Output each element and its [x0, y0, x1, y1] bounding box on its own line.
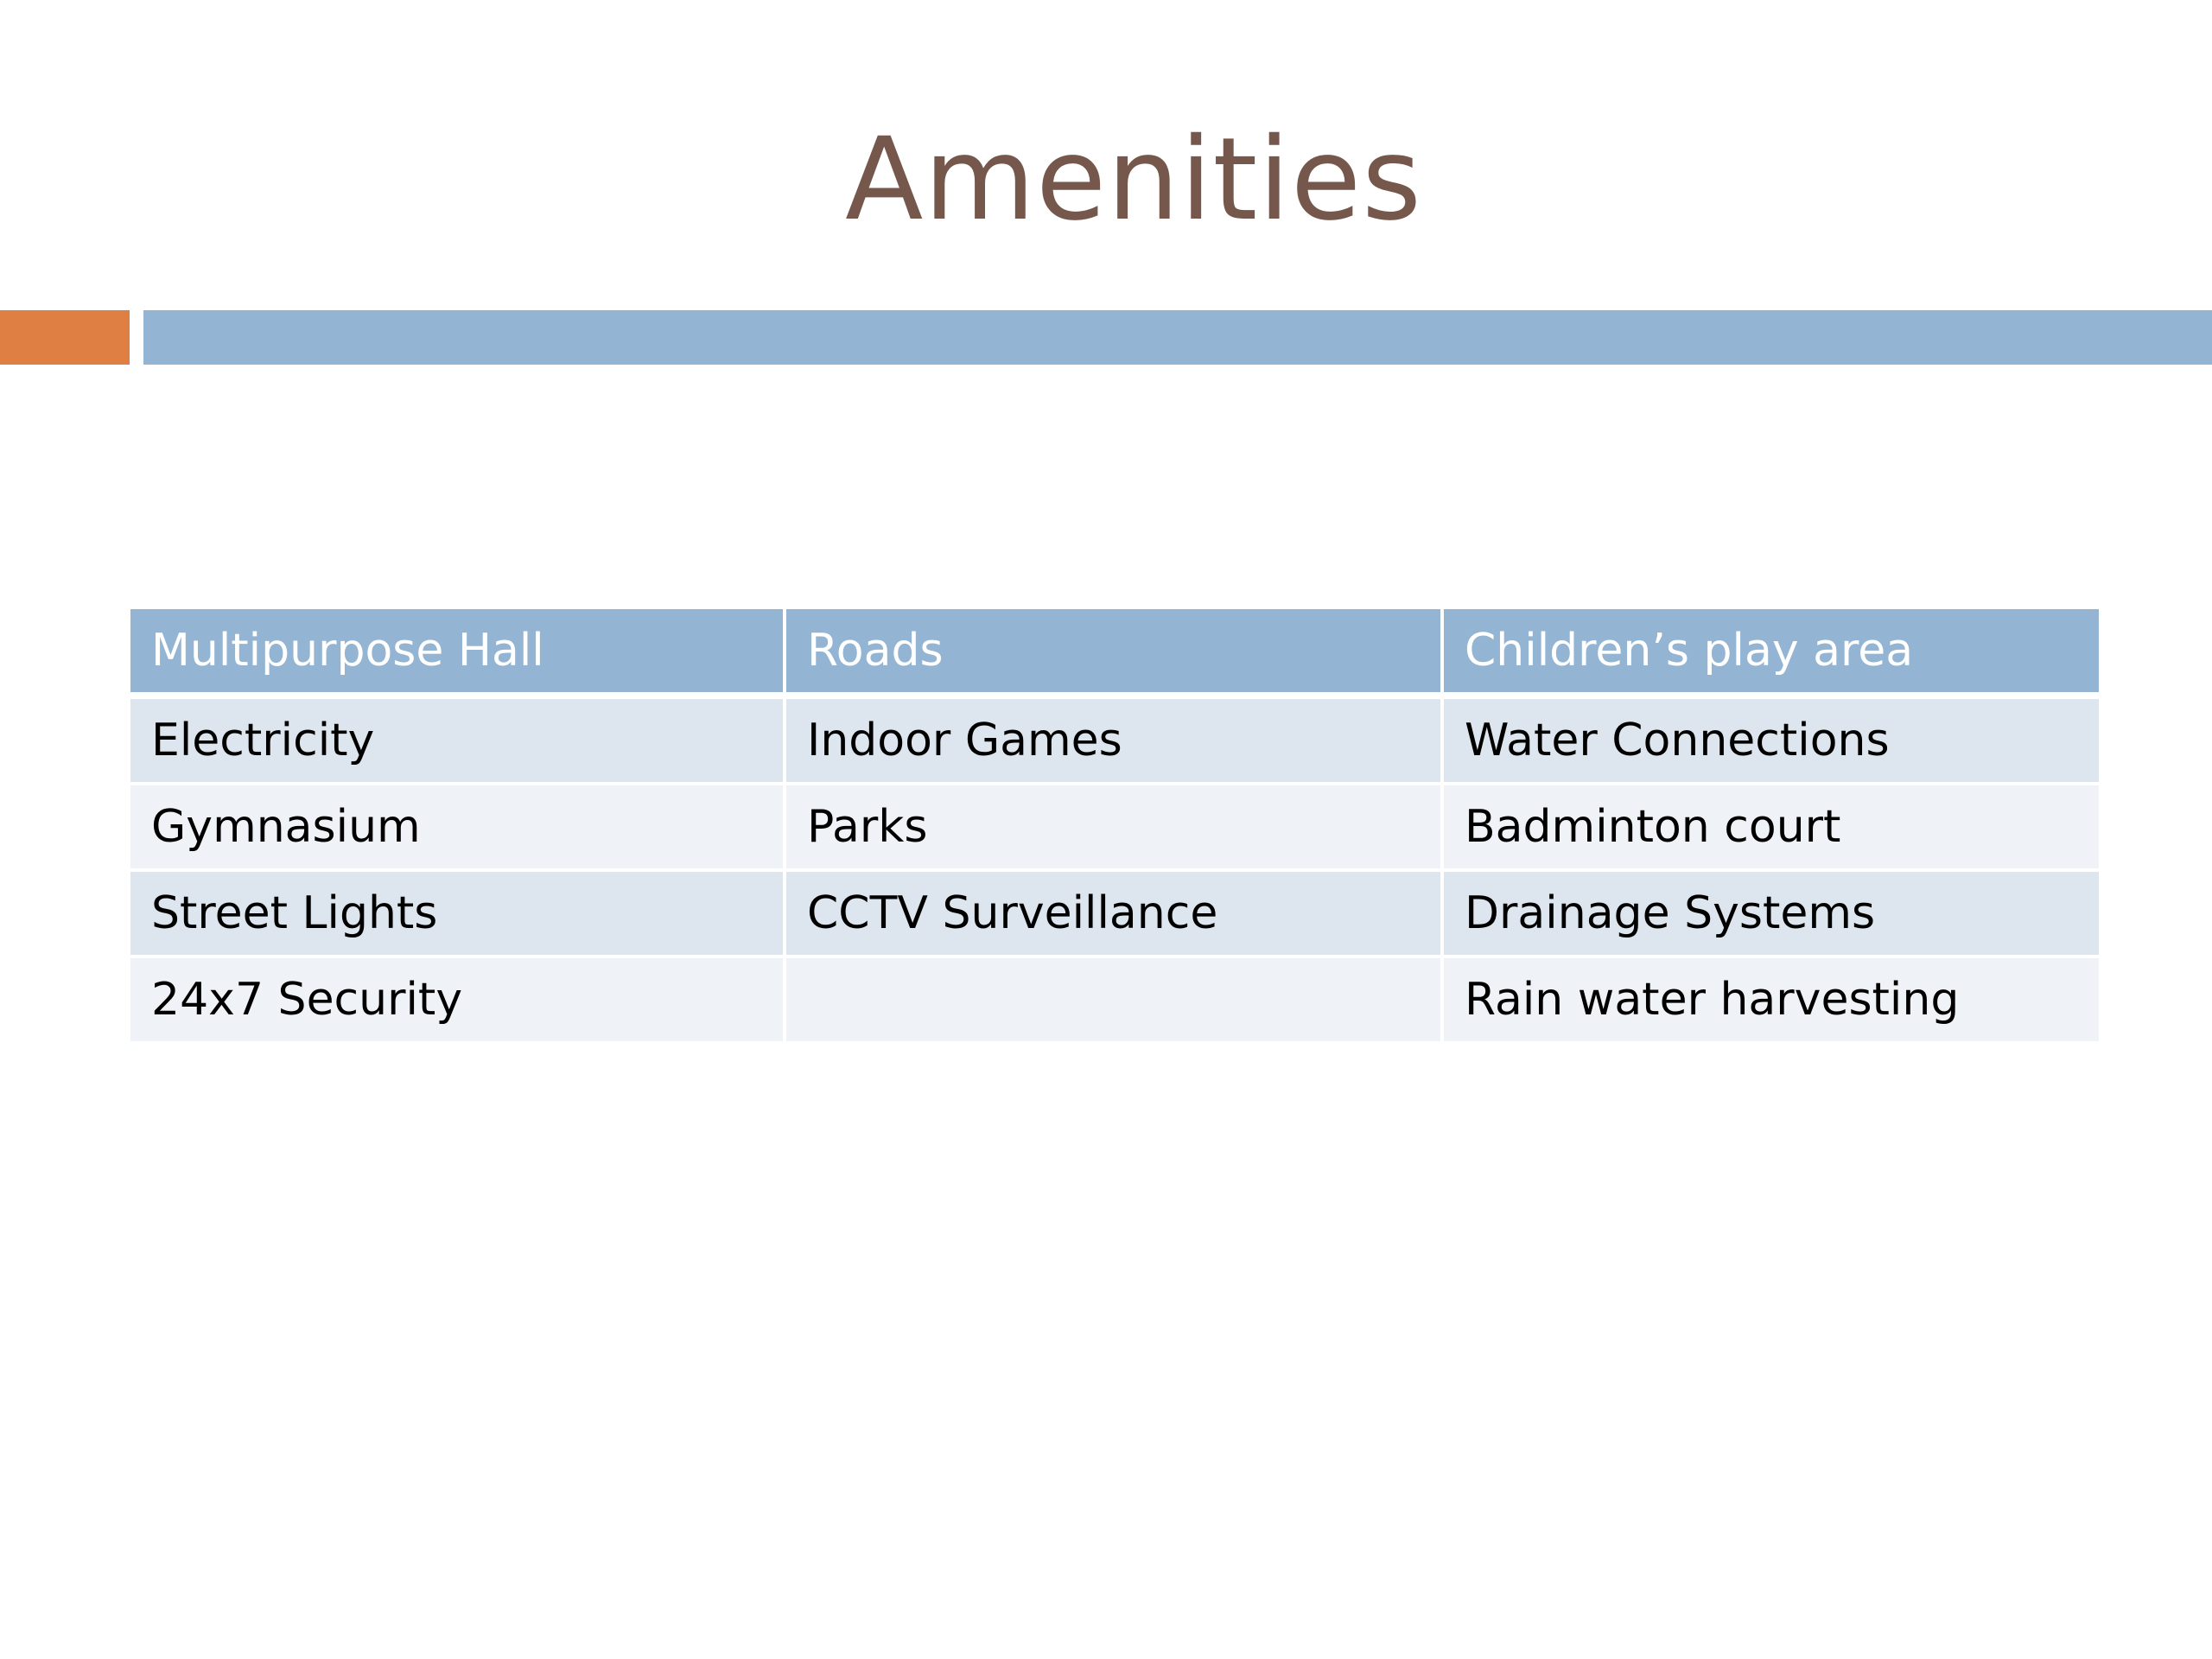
accent-bar-orange: [0, 310, 130, 365]
table-cell: Water Connections: [1444, 699, 2099, 785]
table-header-cell: Multipurpose Hall: [130, 609, 786, 699]
table-cell: CCTV Surveillance: [786, 872, 1444, 958]
table-cell: Street Lights: [130, 872, 786, 958]
table-header-cell: Roads: [786, 609, 1444, 699]
table-header-cell: Children’s play area: [1444, 609, 2099, 699]
table-cell: Badminton court: [1444, 785, 2099, 872]
table-cell: Gymnasium: [130, 785, 786, 872]
slide-title: Amenities: [845, 113, 1422, 246]
table-cell: Electricity: [130, 699, 786, 785]
table-cell: Indoor Games: [786, 699, 1444, 785]
table-cell: 24x7 Security: [130, 958, 786, 1045]
table-row: [130, 785, 2099, 872]
table-row: [130, 958, 2099, 1045]
table-cell: Parks: [786, 785, 1444, 872]
table-row: [130, 872, 2099, 958]
accent-bar-blue: [143, 310, 2212, 365]
table-row: [130, 699, 2099, 785]
table-cell: Rain water harvesting: [1444, 958, 2099, 1045]
amenities-table: [130, 609, 2099, 1045]
table-cell: Drainage Systems: [1444, 872, 2099, 958]
table-header-row: [130, 609, 2099, 699]
table-cell: [786, 958, 1444, 1045]
